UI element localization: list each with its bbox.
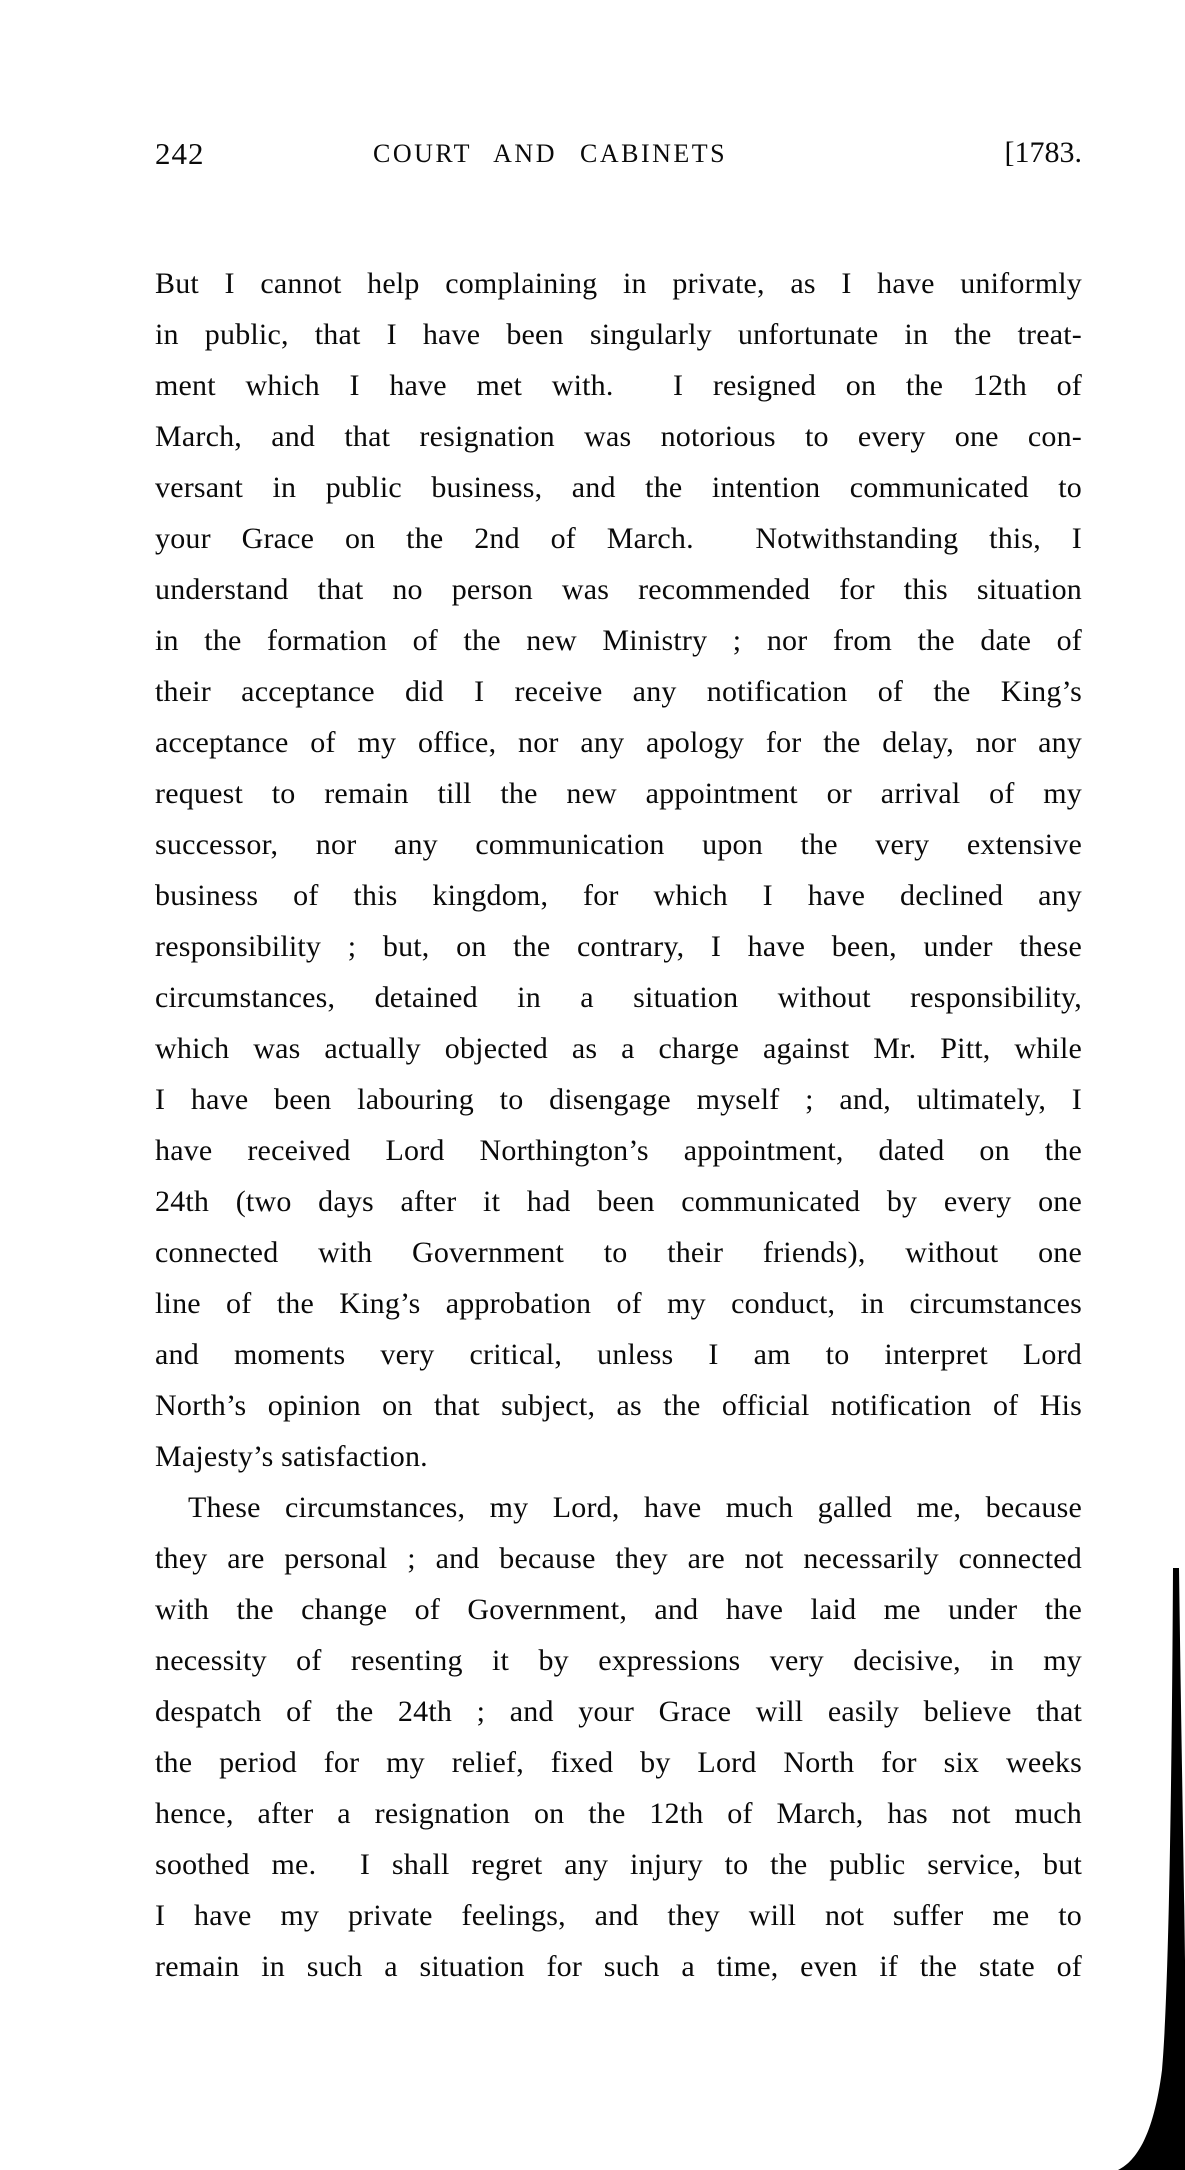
text-line: in the formation of the new Ministry ; nor from the date of <box>155 624 1082 657</box>
text-line: successor, nor any communication upon the very extensive <box>155 828 1082 861</box>
text-line: North’s opinion on that subject, as the official notification of His <box>155 1389 1082 1422</box>
text-line: with the change of Government, and have laid me under the <box>155 1593 1082 1626</box>
text-line: hence, after a resignation on the 12th of March, has not much <box>155 1797 1082 1830</box>
text-line: have received Lord Northington’s appointment, dated on the <box>155 1134 1082 1167</box>
text-line: responsibility ; but, on the contrary, I have been, under these <box>155 930 1082 963</box>
text-line: despatch of the 24th ; and your Grace will easily believe that <box>155 1695 1082 1728</box>
text-line: ment which I have met with. I resigned on the 12th of <box>155 369 1082 402</box>
text-line: 24th (two days after it had been communicated by every one <box>155 1185 1082 1218</box>
text-line: in public, that I have been singularly unfortunate in the treat- <box>155 318 1082 351</box>
text-line: understand that no person was recommended for this situation <box>155 573 1082 606</box>
text-line: they are personal ; and because they are not necessarily connected <box>155 1542 1082 1575</box>
text-line: which was actually objected as a charge against Mr. Pitt, while <box>155 1032 1082 1065</box>
text-line: I have been labouring to disengage myself ; and, ultimately, I <box>155 1083 1082 1116</box>
text-line: line of the King’s approbation of my conduct, in circumstances <box>155 1287 1082 1320</box>
page-header <box>155 136 1082 180</box>
text-line: But I cannot help complaining in private, as I have uniformly <box>155 267 1082 300</box>
text-line: I have my private feelings, and they will not suffer me to <box>155 1899 1082 1932</box>
text-line: connected with Government to their friends), without one <box>155 1236 1082 1269</box>
page-number: 242 <box>155 136 205 171</box>
text-line: necessity of resenting it by expressions very decisive, in my <box>155 1644 1082 1677</box>
text-line: the period for my relief, fixed by Lord North for six weeks <box>155 1746 1082 1779</box>
text-line: request to remain till the new appointment or arrival of my <box>155 777 1082 810</box>
running-title: COURT AND CABINETS <box>373 139 728 168</box>
text-line: soothed me. I shall regret any injury to the public service, but <box>155 1848 1082 1881</box>
text-line: remain in such a situation for such a time, even if the state of <box>155 1950 1082 1983</box>
text-line: and moments very critical, unless I am to interpret Lord <box>155 1338 1082 1371</box>
text-line: Majesty’s satisfaction. <box>155 1440 428 1473</box>
text-line: versant in public business, and the intention communicated to <box>155 471 1082 504</box>
text-line: business of this kingdom, for which I have declined any <box>155 879 1082 912</box>
text-line: circumstances, detained in a situation without responsibility, <box>155 981 1082 1014</box>
text-line: acceptance of my office, nor any apology for the delay, nor any <box>155 726 1082 759</box>
text-line: March, and that resignation was notorious to every one con- <box>155 420 1082 453</box>
text-line: their acceptance did I receive any notification of the King’s <box>155 675 1082 708</box>
text-line: your Grace on the 2nd of March. Notwithstanding this, I <box>155 522 1082 555</box>
text-line: These circumstances, my Lord, have much galled me, because <box>188 1491 1082 1524</box>
body-text <box>155 258 1082 1992</box>
year-marker: [1783. <box>1004 136 1082 169</box>
